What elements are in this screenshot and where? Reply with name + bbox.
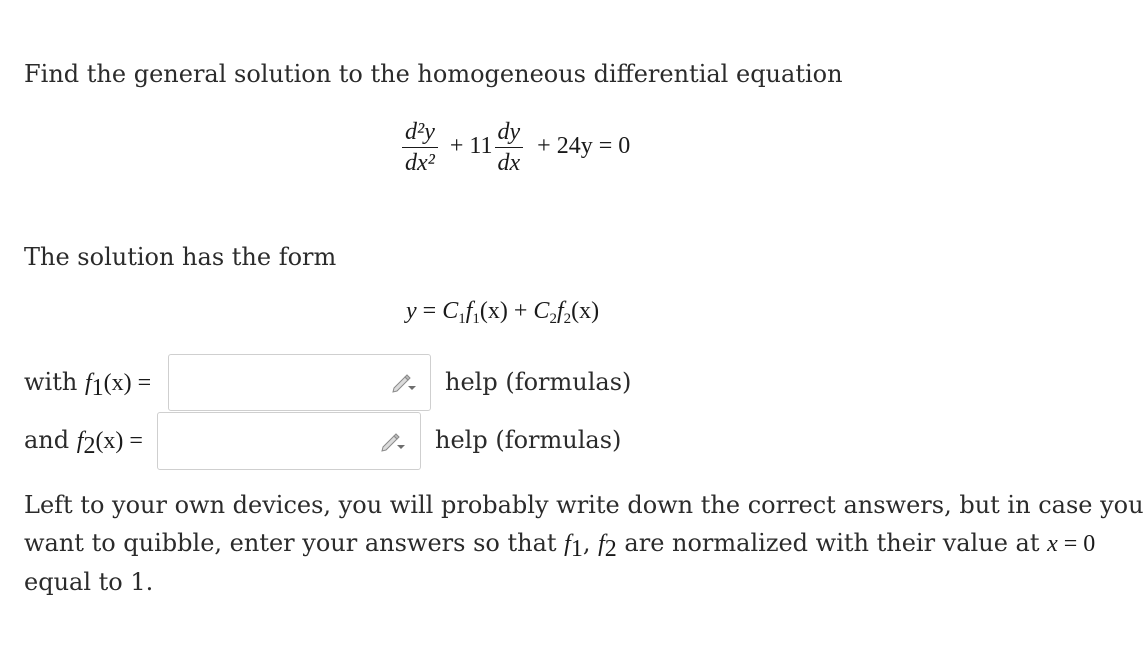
d2y-numerator: d²y <box>405 119 435 145</box>
note-f1-sub: 1 <box>570 536 583 562</box>
d2y-dx2-fraction <box>402 117 438 178</box>
answer2-input-box[interactable] <box>157 412 421 470</box>
dx2-denominator: dx² <box>405 150 435 176</box>
answer1-help-link[interactable]: help (formulas) <box>445 368 632 396</box>
answer1-input-box[interactable] <box>168 354 431 411</box>
answer1-arg: (x) <box>103 370 132 396</box>
dy-numerator: dy <box>497 119 521 145</box>
answer1-prefix: with <box>24 368 85 396</box>
note-comma: , <box>582 529 599 557</box>
form-intro: The solution has the form <box>24 243 337 271</box>
note-line1: Left to your own devices, you will probably write down the correct answers, but in case you <box>24 491 1144 519</box>
answer1-input[interactable] <box>175 361 379 405</box>
form-f2-sub: 2 <box>563 311 572 327</box>
answer2-prefix: and <box>24 426 77 454</box>
form-y: y <box>406 298 417 324</box>
form-arg2: (x) <box>571 298 600 324</box>
dy-dx-fraction <box>495 117 524 178</box>
answer2-label <box>24 424 143 457</box>
note-line2-a: want to quibble, enter your answers so that <box>24 529 565 557</box>
pencil-dropdown-icon[interactable] <box>391 373 417 393</box>
answer2-eq: = <box>123 428 143 454</box>
differential-equation <box>402 117 630 178</box>
note-line2-b: are normalized with their value at <box>616 529 1048 557</box>
plus-eleven: + 11 <box>449 133 493 160</box>
normalization-note <box>24 486 1144 601</box>
form-c2: C <box>533 298 550 324</box>
form-eq: = <box>416 298 443 324</box>
dx-denominator: dx <box>497 150 521 176</box>
form-f1-sub: 1 <box>472 311 480 327</box>
note-f2: f <box>598 531 605 557</box>
answer1-f: f <box>84 370 92 396</box>
answer2-f: f <box>76 428 84 454</box>
answer2-help-link[interactable]: help (formulas) <box>435 426 622 454</box>
note-f2-sub: 2 <box>604 536 617 562</box>
solution-form <box>406 298 599 325</box>
answer1-eq: = <box>131 370 152 396</box>
equation-rest: + 24y = 0 <box>537 133 631 160</box>
note-line3: equal to 1. <box>24 568 154 596</box>
answer2-sub: 2 <box>83 433 96 459</box>
note-line2-c: = 0 <box>1057 531 1096 557</box>
note-line2 <box>24 524 1096 563</box>
note-x: x <box>1047 531 1058 557</box>
form-arg1: (x) <box>479 298 508 324</box>
pencil-dropdown-icon[interactable] <box>380 432 406 452</box>
answer2-input[interactable] <box>164 419 368 463</box>
form-f1: f <box>465 298 473 324</box>
answer1-sub: 1 <box>91 375 104 401</box>
question-intro: Find the general solution to the homogeneous differential equation <box>24 60 843 88</box>
form-c1-sub: 1 <box>458 311 466 327</box>
form-f2: f <box>556 298 564 324</box>
answer2-arg: (x) <box>95 428 124 454</box>
form-c2-sub: 2 <box>549 311 557 327</box>
form-plus: + <box>507 298 534 324</box>
note-f1: f <box>564 531 571 557</box>
form-c1: C <box>442 298 459 324</box>
answer1-label <box>24 366 151 399</box>
